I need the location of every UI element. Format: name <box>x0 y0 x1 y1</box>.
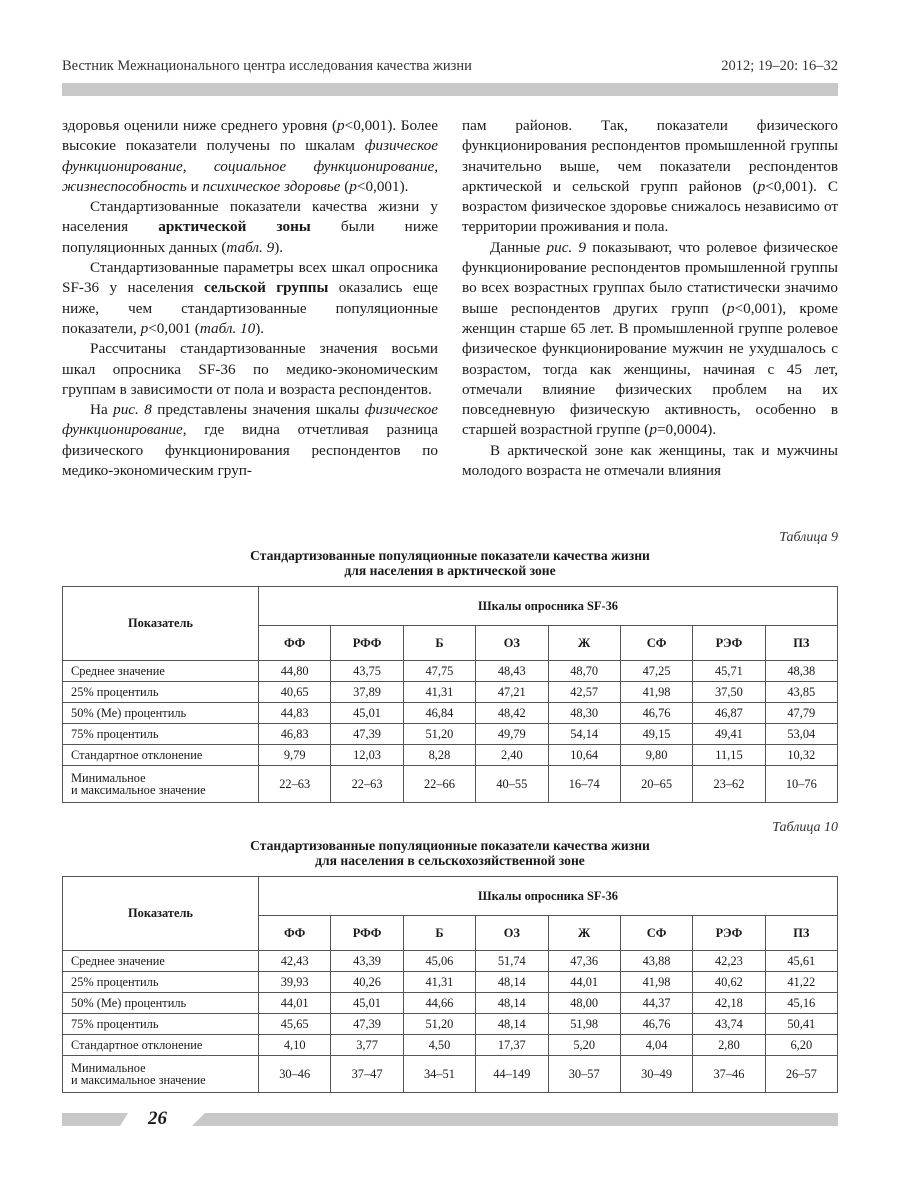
table-cell: 4,10 <box>259 1035 331 1056</box>
row-label: 50% (Ме) процентиль <box>63 993 259 1014</box>
table-cell: 46,87 <box>693 703 765 724</box>
column-header: Б <box>403 626 475 661</box>
table-cell: 48,14 <box>476 993 548 1014</box>
row-label: 75% процентиль <box>63 724 259 745</box>
issue-info: 2012; 19–20: 16–32 <box>721 58 838 74</box>
table-cell: 48,30 <box>548 703 620 724</box>
table-cell: 41,98 <box>620 682 692 703</box>
table-title-line: для населения в сельскохозяйственной зоне <box>315 853 585 868</box>
group-header: Шкалы опросника SF-36 <box>259 877 838 916</box>
table-cell: 43,88 <box>620 951 692 972</box>
table-cell: 40,26 <box>331 972 403 993</box>
text-run: пам районов. Так, показатели физического функционирования респондентов промышленной группы значительно выше, чем показатели респондентов арктической и сельской групп районов ( <box>462 117 838 195</box>
row-label: 75% процентиль <box>63 1014 259 1035</box>
column-header: ФФ <box>259 626 331 661</box>
table-cell: 42,57 <box>548 682 620 703</box>
table-cell: 39,93 <box>259 972 331 993</box>
text-run: и <box>186 177 203 195</box>
bold-text: сельской группы <box>203 279 329 297</box>
table-cell: 11,15 <box>693 745 765 766</box>
column-header: РФФ <box>331 626 403 661</box>
text-run: ( <box>340 177 350 195</box>
table-cell: 20–65 <box>620 766 692 803</box>
row-label: Стандартное отклонение <box>63 745 259 766</box>
italic-text: p <box>757 177 766 195</box>
table-title-line: Стандартизованные популяционные показатели качества жизни <box>250 548 650 563</box>
page-number: 26 <box>148 1108 167 1129</box>
column-header: ПЗ <box>765 916 837 951</box>
table-cell: 54,14 <box>548 724 620 745</box>
table-cell: 8,28 <box>403 745 475 766</box>
text-run: <0,001). <box>356 177 409 195</box>
paragraph <box>462 238 838 441</box>
text-run: Стандартизованные показатели качества жизни у населения <box>62 198 438 236</box>
table-cell: 51,98 <box>548 1014 620 1035</box>
italic-text: психическое здоровье <box>202 177 341 195</box>
row-label: 25% процентиль <box>63 682 259 703</box>
table-row <box>63 1035 838 1056</box>
row-header: Показатель <box>63 877 259 951</box>
table-cell: 51,74 <box>476 951 548 972</box>
table-cell: 3,77 <box>331 1035 403 1056</box>
text-run: Стандартизованные параметры всех шкал опросника SF-36 у населения <box>62 259 438 297</box>
table-cell: 37–46 <box>693 1056 765 1093</box>
table-10 <box>62 820 838 1093</box>
table-cell: 43,74 <box>693 1014 765 1035</box>
column-header: ОЗ <box>476 626 548 661</box>
table-cell: 46,76 <box>620 703 692 724</box>
table-title-line: для населения в арктической зоне <box>344 563 556 578</box>
italic-text: рис. 9 <box>546 238 587 256</box>
table-cell: 10–76 <box>765 766 837 803</box>
table-cell: 37,50 <box>693 682 765 703</box>
table-cell: 44,01 <box>548 972 620 993</box>
table-cell: 40,65 <box>259 682 331 703</box>
column-header: РФФ <box>331 916 403 951</box>
paragraph <box>62 400 438 481</box>
table-cell: 45,01 <box>331 703 403 724</box>
data-table <box>62 876 838 1093</box>
table-cell: 37–47 <box>331 1056 403 1093</box>
table-row <box>63 951 838 972</box>
table-cell: 45,16 <box>765 993 837 1014</box>
table-9 <box>62 530 838 803</box>
table-cell: 48,00 <box>548 993 620 1014</box>
group-header: Шкалы опросника SF-36 <box>259 587 838 626</box>
table-cell: 9,80 <box>620 745 692 766</box>
table-cell: 10,64 <box>548 745 620 766</box>
left-column <box>62 116 438 516</box>
table-row <box>63 682 838 703</box>
table-cell: 10,32 <box>765 745 837 766</box>
column-header: ФФ <box>259 916 331 951</box>
row-label: Среднее значение <box>63 951 259 972</box>
table-row <box>63 972 838 993</box>
table-row <box>63 724 838 745</box>
table-label: Таблица 9 <box>779 530 838 545</box>
text-run: В арктической зоне как женщины, так и мужчины молодого возраста не отмечали влияния <box>462 441 838 480</box>
table-label: Таблица 10 <box>772 820 838 835</box>
text-run: представлены значения шкалы <box>151 401 365 419</box>
data-table <box>62 586 838 803</box>
table-cell: 30–46 <box>259 1056 331 1093</box>
table-title <box>62 548 838 578</box>
row-label: 25% процентиль <box>63 972 259 993</box>
table-cell: 44,66 <box>403 993 475 1014</box>
table-cell: 41,31 <box>403 972 475 993</box>
text-run: , где видна отчетливая разница физического функционирования респондентов по медико-экономическим груп- <box>62 421 438 480</box>
table-cell: 44,37 <box>620 993 692 1014</box>
text-run: оказались еще ниже, чем стандартизованные популяционные показатели, <box>62 279 438 337</box>
table-cell: 6,20 <box>765 1035 837 1056</box>
italic-text: p <box>140 319 149 337</box>
row-label: Минимальное и максимальное значение <box>63 1056 259 1093</box>
paragraph <box>62 197 438 258</box>
italic-text: физическое функционирование <box>62 401 438 439</box>
column-header: ОЗ <box>476 916 548 951</box>
table-cell: 2,40 <box>476 745 548 766</box>
table-cell: 44,01 <box>259 993 331 1014</box>
running-header <box>62 58 838 78</box>
text-run: <0,001). С возрастом физическое здоровье снижалось независимо от территории проживания и пола. <box>462 177 838 236</box>
table-cell: 49,15 <box>620 724 692 745</box>
table-cell: 26–57 <box>765 1056 837 1093</box>
text-run: На <box>90 401 114 419</box>
table-cell: 37,89 <box>331 682 403 703</box>
table-row <box>63 661 838 682</box>
table-cell: 34–51 <box>403 1056 475 1093</box>
column-header: Ж <box>548 916 620 951</box>
table-cell: 16–74 <box>548 766 620 803</box>
table-cell: 47,36 <box>548 951 620 972</box>
table-title-line: Стандартизованные популяционные показатели качества жизни <box>250 838 650 853</box>
text-run: <0,001), кроме женщин старше 65 лет. В промышленной группе ролевое физическое функционирование мужчин не ухудшалось с возрастом, тогда как женщины, начиная с 45 лет, отмечали влияние физических проблем на их повседневную физическую активность, особенно в старшей возрастной группе ( <box>462 299 838 439</box>
table-cell: 9,79 <box>259 745 331 766</box>
table-cell: 50,41 <box>765 1014 837 1035</box>
table-cell: 44,80 <box>259 661 331 682</box>
text-run: =0,0004). <box>656 421 717 439</box>
table-cell: 2,80 <box>693 1035 765 1056</box>
table-cell: 51,20 <box>403 1014 475 1035</box>
italic-text: табл. 10 <box>199 319 256 337</box>
paragraph <box>62 339 438 400</box>
table-cell: 47,21 <box>476 682 548 703</box>
table-cell: 5,20 <box>548 1035 620 1056</box>
text-run: Рассчитаны стандартизованные значения восьми шкал опросника SF-36 по медико-экономическим группам в зависимости от пола и возраста респондентов. <box>62 340 438 398</box>
table-cell: 4,04 <box>620 1035 692 1056</box>
table-cell: 48,43 <box>476 661 548 682</box>
row-label: Стандартное отклонение <box>63 1035 259 1056</box>
table-cell: 45,06 <box>403 951 475 972</box>
footer-bar-right <box>192 1113 838 1126</box>
table-cell: 47,39 <box>331 724 403 745</box>
footer-bar-left <box>62 1113 128 1126</box>
table-cell: 49,41 <box>693 724 765 745</box>
table-cell: 49,79 <box>476 724 548 745</box>
header-divider-bar <box>62 83 838 96</box>
table-cell: 47,75 <box>403 661 475 682</box>
table-cell: 22–63 <box>259 766 331 803</box>
row-label: 50% (Ме) процентиль <box>63 703 259 724</box>
table-cell: 45,71 <box>693 661 765 682</box>
paragraph <box>462 116 838 238</box>
italic-text: p <box>349 177 357 195</box>
table-cell: 43,39 <box>331 951 403 972</box>
column-header: СФ <box>620 626 692 661</box>
table-cell: 51,20 <box>403 724 475 745</box>
table-cell: 41,31 <box>403 682 475 703</box>
table-cell: 40,62 <box>693 972 765 993</box>
table-cell: 44–149 <box>476 1056 548 1093</box>
table-cell: 47,39 <box>331 1014 403 1035</box>
table-cell: 41,22 <box>765 972 837 993</box>
text-run: Данные <box>490 238 547 256</box>
column-header: РЭФ <box>693 626 765 661</box>
table-cell: 48,38 <box>765 661 837 682</box>
italic-text: p <box>649 421 657 439</box>
table-row <box>63 1014 838 1035</box>
table-cell: 43,85 <box>765 682 837 703</box>
row-label: Минимальное и максимальное значение <box>63 766 259 803</box>
right-column <box>462 116 838 516</box>
table-cell: 12,03 <box>331 745 403 766</box>
paragraph <box>62 116 438 197</box>
column-header: ПЗ <box>765 626 837 661</box>
table-body <box>63 661 838 803</box>
table-cell: 17,37 <box>476 1035 548 1056</box>
column-header: Ж <box>548 626 620 661</box>
italic-text: табл. 9 <box>226 238 275 256</box>
column-header: СФ <box>620 916 692 951</box>
text-run: <0,001). Более высокие показатели получены по шкалам <box>62 117 438 155</box>
table-row <box>63 1056 838 1093</box>
table-cell: 23–62 <box>693 766 765 803</box>
italic-text: физическое функционирование, социальное функционирование, жизнеспособность <box>62 137 438 195</box>
table-cell: 43,75 <box>331 661 403 682</box>
table-cell: 48,70 <box>548 661 620 682</box>
table-cell: 53,04 <box>765 724 837 745</box>
table-cell: 48,14 <box>476 1014 548 1035</box>
text-run: ). <box>255 319 265 337</box>
table-cell: 30–49 <box>620 1056 692 1093</box>
table-cell: 22–66 <box>403 766 475 803</box>
table-cell: 45,61 <box>765 951 837 972</box>
table-cell: 42,43 <box>259 951 331 972</box>
table-cell: 41,98 <box>620 972 692 993</box>
italic-text: рис. 8 <box>113 401 152 419</box>
table-cell: 44,83 <box>259 703 331 724</box>
table-cell: 42,23 <box>693 951 765 972</box>
text-run: здоровья оценили ниже среднего уровня ( <box>62 117 338 134</box>
row-header: Показатель <box>63 587 259 661</box>
table-cell: 42,18 <box>693 993 765 1014</box>
body-text <box>62 116 838 516</box>
table-cell: 30–57 <box>548 1056 620 1093</box>
table-cell: 40–55 <box>476 766 548 803</box>
table-cell: 45,65 <box>259 1014 331 1035</box>
text-run: показывают, что ролевое физическое функционирование респондентов промышленной группы во всех возрастных группах было статистически значимо выше респондентов других групп ( <box>462 238 839 317</box>
table-title <box>62 838 838 868</box>
table-row <box>63 745 838 766</box>
text-run: <0,001 ( <box>148 319 200 337</box>
paragraph <box>462 441 838 482</box>
table-cell: 47,79 <box>765 703 837 724</box>
journal-title: Вестник Межнационального центра исследования качества жизни <box>62 58 472 74</box>
table-cell: 47,25 <box>620 661 692 682</box>
table-cell: 48,14 <box>476 972 548 993</box>
table-row <box>63 766 838 803</box>
row-label: Среднее значение <box>63 661 259 682</box>
bold-text: арктической зоны <box>158 218 311 236</box>
paragraph <box>62 258 438 339</box>
table-cell: 48,42 <box>476 703 548 724</box>
text-run: ). <box>274 238 284 256</box>
table-cell: 46,83 <box>259 724 331 745</box>
table-body <box>63 951 838 1093</box>
italic-text: p <box>726 299 735 317</box>
table-cell: 46,84 <box>403 703 475 724</box>
table-cell: 22–63 <box>331 766 403 803</box>
table-cell: 45,01 <box>331 993 403 1014</box>
text-run: были ниже популяционных данных ( <box>62 218 438 256</box>
table-cell: 46,76 <box>620 1014 692 1035</box>
table-row <box>63 703 838 724</box>
column-header: РЭФ <box>693 916 765 951</box>
table-row <box>63 993 838 1014</box>
table-cell: 4,50 <box>403 1035 475 1056</box>
italic-text: p <box>337 117 345 134</box>
column-header: Б <box>403 916 475 951</box>
